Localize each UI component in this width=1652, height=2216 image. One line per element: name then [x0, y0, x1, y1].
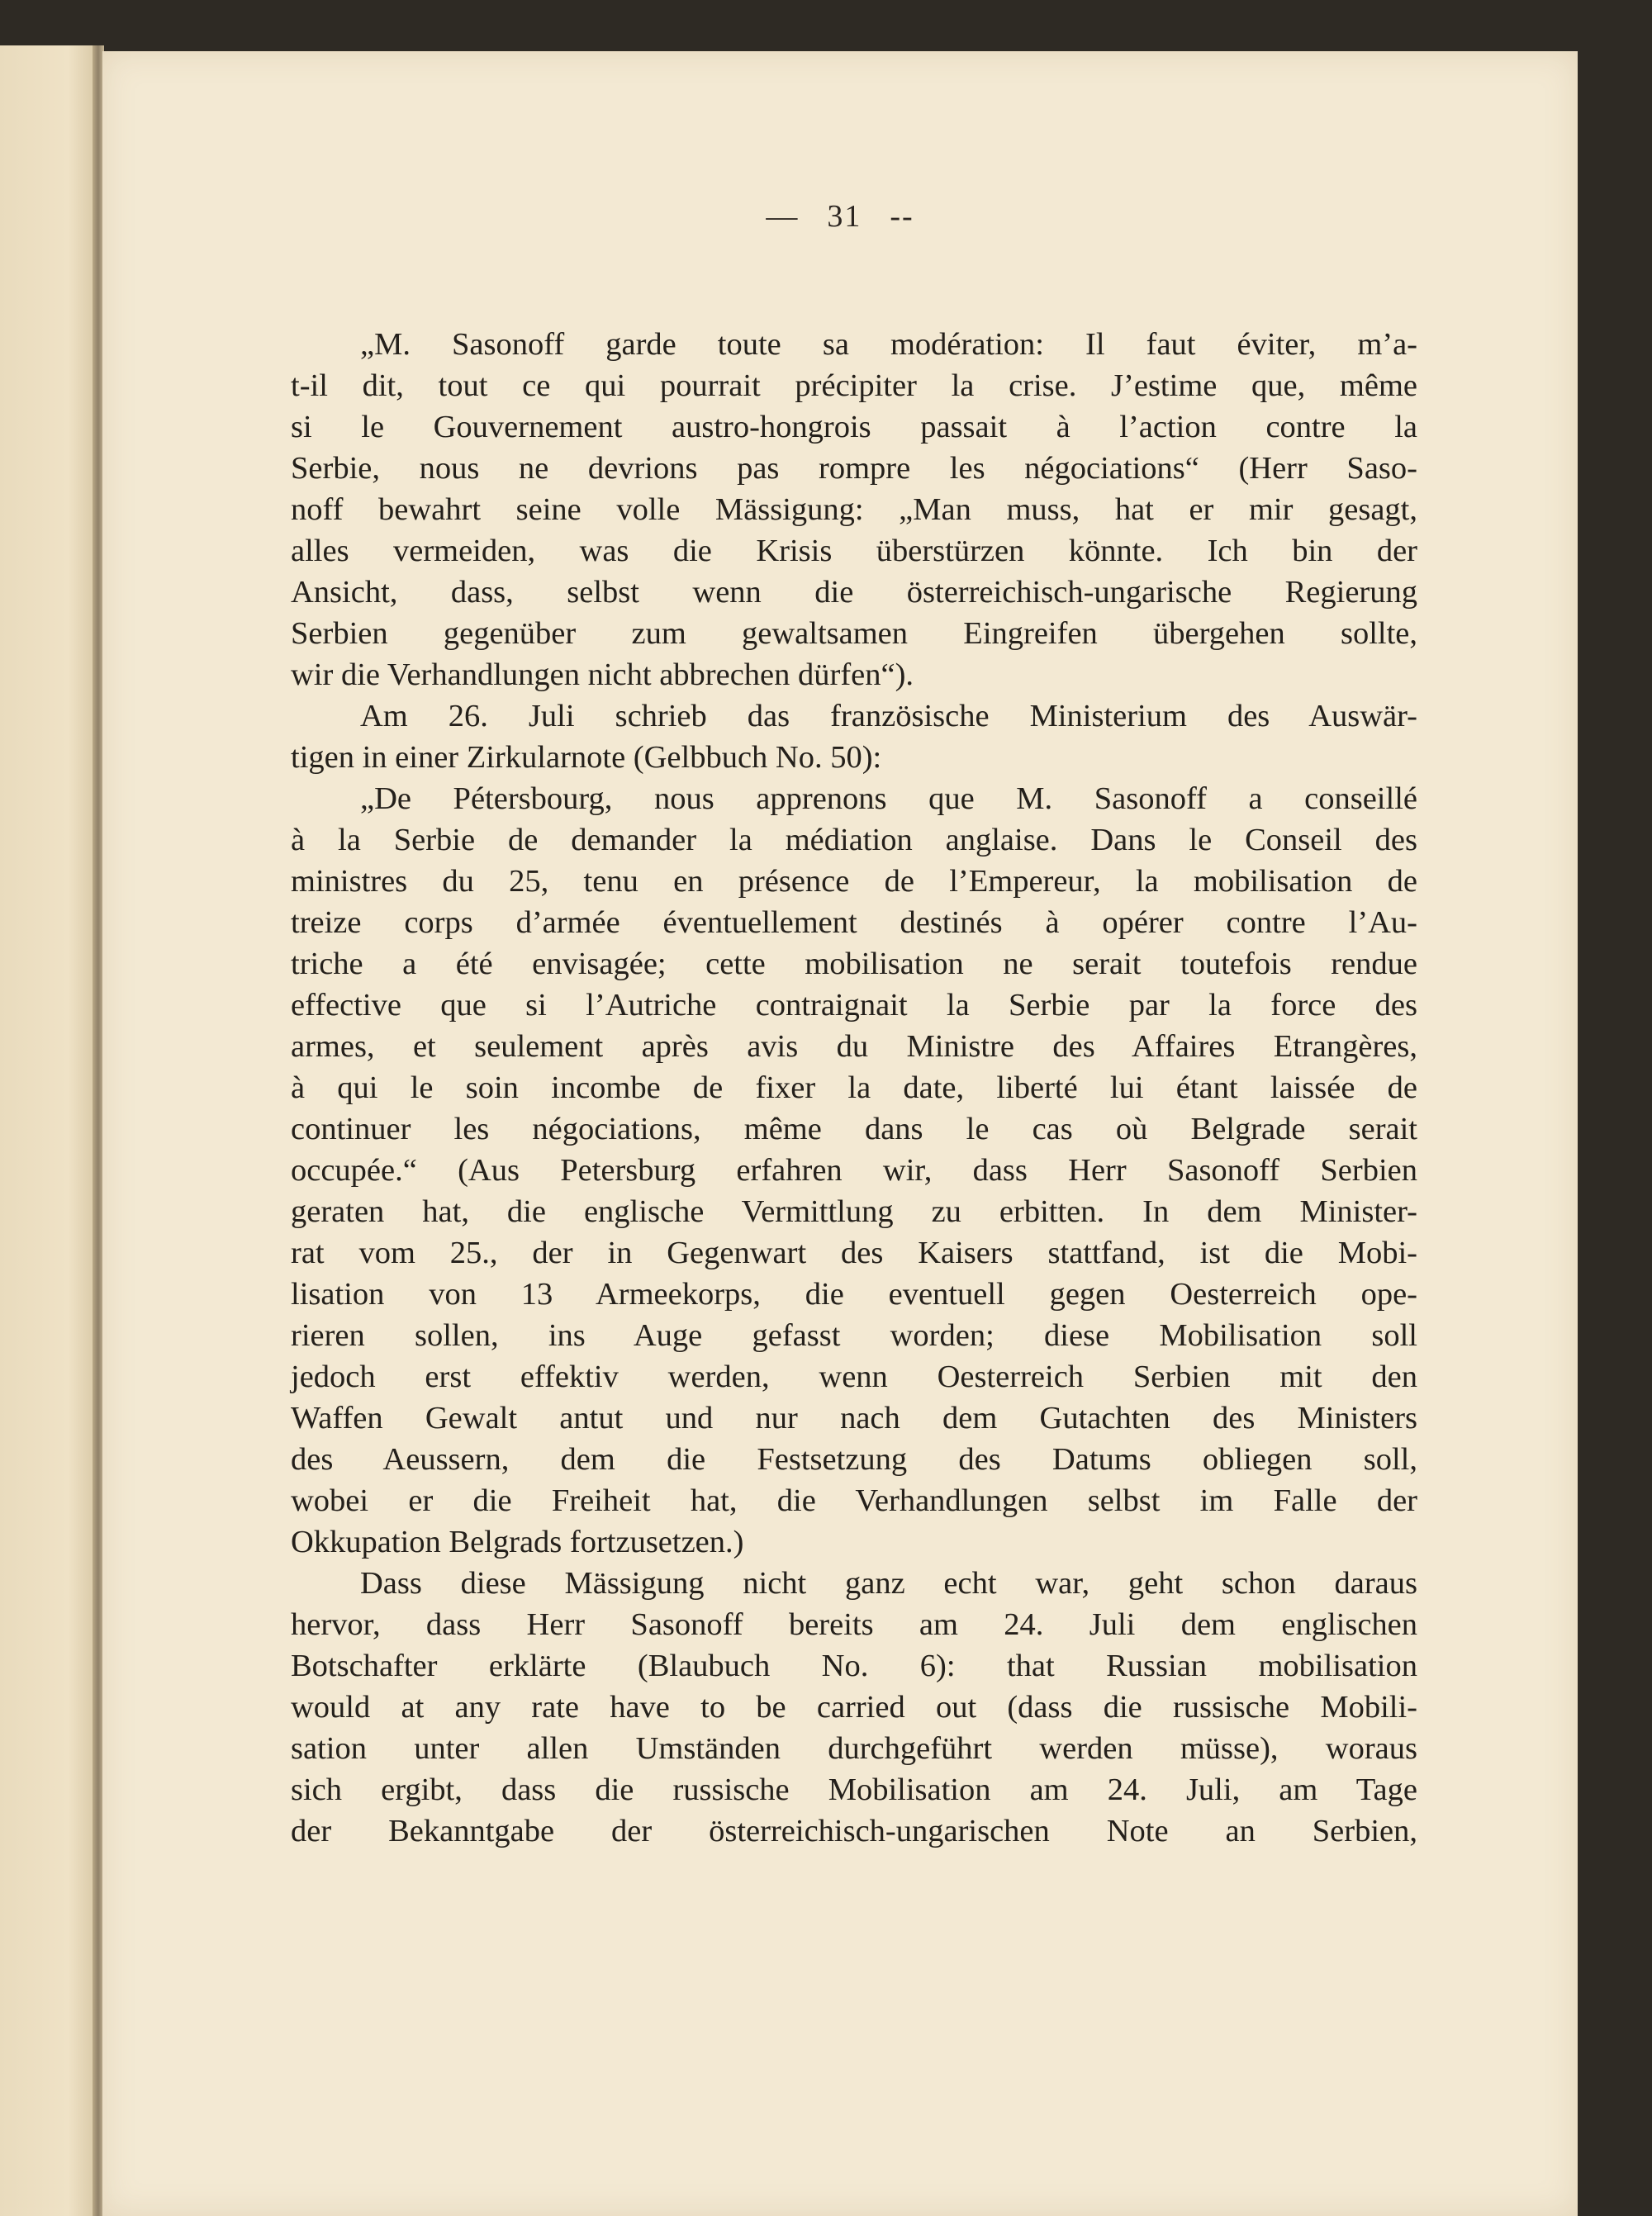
- text-line: lisation von 13 Armeekorps, die eventuell gegen Oesterreich ope-: [291, 1277, 1417, 1312]
- text-line: rat vom 25., der in Gegenwart des Kaisers stattfand, ist die Mobi-: [291, 1236, 1417, 1270]
- text-line: „M. Sasonoff garde toute sa modération: Il faut éviter, m’a-: [360, 327, 1417, 362]
- text-line: effective que si l’Autriche contraignait la Serbie par la force des: [291, 988, 1417, 1023]
- text-line: alles vermeiden, was die Krisis überstürzen könnte. Ich bin der: [291, 534, 1417, 568]
- text-line: „De Pétersbourg, nous apprenons que M. Sasonoff a conseillé: [360, 781, 1417, 816]
- text-line: Am 26. Juli schrieb das französische Ministerium des Auswär-: [360, 699, 1417, 733]
- text-line: des Aeussern, dem die Festsetzung des Datums obliegen soll,: [291, 1442, 1417, 1477]
- text-line: Waffen Gewalt antut und nur nach dem Gutachten des Ministers: [291, 1401, 1417, 1435]
- text-line: Serbien gegenüber zum gewaltsamen Eingreifen übergehen sollte,: [291, 616, 1417, 651]
- body-text: [291, 324, 1417, 1852]
- text-line: would at any rate have to be carried out (dass die russische Mobili-: [291, 1690, 1417, 1725]
- left-page-edge: [0, 45, 97, 2216]
- text-line: noff bewahrt seine volle Mässigung: „Man muss, hat er mir gesagt,: [291, 492, 1417, 527]
- text-line: à qui le soin incombe de fixer la date, liberté lui étant laissée de: [291, 1070, 1417, 1105]
- page-number: 31: [827, 199, 862, 234]
- text-line: Okkupation Belgrads fortzusetzen.): [291, 1525, 744, 1559]
- text-line: continuer les négociations, même dans le cas où Belgrade serait: [291, 1112, 1417, 1146]
- page-number-dash-right: --: [890, 199, 914, 234]
- text-line: si le Gouvernement austro-hongrois passait à l’action contre la: [291, 410, 1417, 444]
- text-line: tigen in einer Zirkularnote (Gelbbuch No. 50):: [291, 740, 882, 775]
- text-line: t-il dit, tout ce qui pourrait précipiter la crise. J’estime que, même: [291, 368, 1417, 403]
- text-line: occupée.“ (Aus Petersburg erfahren wir, dass Herr Sasonoff Serbien: [291, 1153, 1417, 1188]
- text-line: triche a été envisagée; cette mobilisation ne serait toutefois rendue: [291, 947, 1417, 981]
- text-line: wobei er die Freiheit hat, die Verhandlungen selbst im Falle der: [291, 1483, 1417, 1518]
- book-page: [102, 51, 1578, 2216]
- page-number-dash-left: —: [766, 199, 800, 234]
- text-line: Serbie, nous ne devrions pas rompre les négociations“ (Herr Saso-: [291, 451, 1417, 486]
- text-line: jedoch erst effektiv werden, wenn Oesterreich Serbien mit den: [291, 1359, 1417, 1394]
- text-line: der Bekanntgabe der österreichisch-ungarischen Note an Serbien,: [291, 1814, 1417, 1848]
- text-line: Botschafter erklärte (Blaubuch No. 6): that Russian mobilisation: [291, 1649, 1417, 1683]
- text-line: Ansicht, dass, selbst wenn die österreichisch-ungarische Regierung: [291, 575, 1417, 610]
- text-line: sich ergibt, dass die russische Mobilisation am 24. Juli, am Tage: [291, 1772, 1417, 1807]
- text-line: wir die Verhandlungen nicht abbrechen dürfen“).: [291, 657, 914, 692]
- text-line: armes, et seulement après avis du Ministre des Affaires Etrangères,: [291, 1029, 1417, 1064]
- text-line: Dass diese Mässigung nicht ganz echt war, geht schon daraus: [360, 1566, 1417, 1601]
- text-line: treize corps d’armée éventuellement destinés à opérer contre l’Au-: [291, 905, 1417, 940]
- text-line: à la Serbie de demander la médiation anglaise. Dans le Conseil des: [291, 823, 1417, 857]
- text-line: hervor, dass Herr Sasonoff bereits am 24. Juli dem englischen: [291, 1607, 1417, 1642]
- text-line: ministres du 25, tenu en présence de l’Empereur, la mobilisation de: [291, 864, 1417, 899]
- text-line: rieren sollen, ins Auge gefasst worden; diese Mobilisation soll: [291, 1318, 1417, 1353]
- page-number-header: [102, 198, 1578, 235]
- text-line: geraten hat, die englische Vermittlung zu erbitten. In dem Minister-: [291, 1194, 1417, 1229]
- text-line: sation unter allen Umständen durchgeführt werden müsse), woraus: [291, 1731, 1417, 1766]
